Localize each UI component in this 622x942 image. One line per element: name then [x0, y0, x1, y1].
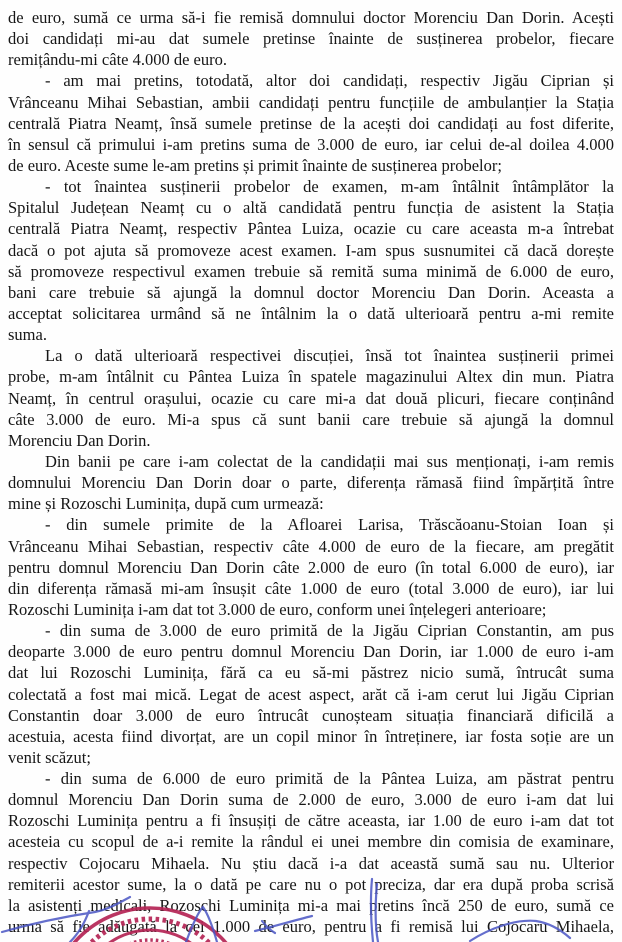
- text-line: centrală Piatra Neamț, respectiv Pântea Luiza, ocazie cu care aceasta m-a întrebat: [8, 219, 614, 239]
- text-line: pentru domnul Morenciu Dan Dorin câte 2.000 de euro (în total 6.000 de euro), iar: [8, 557, 614, 577]
- text-line: de euro. Aceste sume le-am pretins și primit înainte de susținerea probelor;: [8, 155, 502, 175]
- text-line: - am mai pretins, totodată, altor doi candidați, respectiv Jigău Ciprian și: [45, 71, 614, 91]
- text-line: - tot înaintea susținerii probelor de examen, m-am întâlnit întâmplător la: [45, 177, 614, 197]
- text-line: centrală Piatra Neamț, însă sumele pretinse de la acești doi candidați au fost diferite,: [8, 113, 614, 133]
- text-line: la asistenți medicali, Rozoschi Luminița mi-a mai pretins încă 250 de euro, sumă ce: [8, 895, 614, 915]
- text-line: domnului Morenciu Dan Dorin doar o parte, diferența rămasă fiind împărțită între: [8, 473, 614, 493]
- text-line: Neamț, în centrul orașului, ocazie cu care mi-a dat două plicuri, fiecare conținând: [8, 388, 614, 408]
- text-line: mine și Rozoschi Luminița, după cum urmează:: [8, 494, 324, 514]
- text-line: Rozoschi Luminița i-am dat tot 3.000 de euro, conform unei înțelegeri anterioare;: [8, 599, 547, 619]
- text-line: Rozoschi Luminița pentru a fi însușiți de către aceasta, iar 1.00 de euro i-am dat tot: [8, 811, 614, 831]
- text-line: deoparte 3.000 de euro pentru domnul Morenciu Dan Dorin, iar 1.000 de euro i-am: [8, 642, 614, 662]
- text-line: câte 3.000 de euro. Mi-a spus că sunt banii care trebuie să ajungă la domnul: [8, 409, 614, 429]
- text-line: remiterii acestor sume, la o dată pe care nu o pot preciza, dar era după proba scrisă: [8, 874, 614, 894]
- text-line: suma.: [8, 325, 47, 345]
- text-line: doi candidați mi-au dat sumele pretinse înainte de susținerea probelor, fiecare: [8, 29, 614, 49]
- text-line: în sensul că primului i-am pretins suma de 3.000 de euro, iar celui de-al doilea 4.000: [8, 134, 614, 154]
- text-line: dacă o pot ajuta să promoveze acest examen. I-am spus susnumitei că dacă dorește: [8, 240, 614, 260]
- text-line: respectiv Cojocaru Mihaela. Nu știu dacă i-a dat această sumă sau nu. Ulterior: [8, 853, 614, 873]
- text-line: de euro, sumă ce urma să-i fie remisă domnului doctor Morenciu Dan Dorin. Acești: [8, 8, 614, 27]
- text-line: La o dată ulterioară respectivei discuției, însă tot înaintea susținerii primei: [45, 346, 614, 366]
- document-text: [8, 7, 614, 937]
- text-line: Vrânceanu Mihai Sebastian, respectiv câte 4.000 de euro de la fiecare, am pregătit: [8, 536, 614, 556]
- text-line: remițându-mi câte 4.000 de euro.: [8, 50, 228, 70]
- text-line: din diferența rămasă mi-am însușit câte 1.000 de euro (total 3.000 de euro), iar lui: [8, 578, 614, 598]
- text-line: - din sumele primite de la Afloarei Larisa, Trăscăoanu-Stoian Ioan și: [45, 515, 614, 535]
- text-line: venit scăzut;: [8, 747, 91, 767]
- text-line: colectată a fost mai mică. Legat de acest aspect, arăt că i-am cerut lui Jigău Ciprian: [8, 684, 614, 704]
- text-line: bani care trebuie să ajungă la domnul doctor Morenciu Dan Dorin. Aceasta a: [8, 282, 614, 302]
- text-line: Morenciu Dan Dorin.: [8, 430, 151, 450]
- text-line: - din suma de 3.000 de euro primită de la Jigău Ciprian Constantin, am pus: [45, 621, 614, 641]
- text-line: Vrânceanu Mihai Sebastian, ambii candidați pentru funcțiile de ambulanțier la Stația: [8, 92, 614, 112]
- text-line: acceptat solicitarea urmând să ne întâlnim la o dată ulterioară pentru a-mi remite: [8, 303, 614, 323]
- text-line: să promoveze respectivul examen trebuie să remită suma minimă de 6.000 de euro,: [8, 261, 614, 281]
- text-line: acestuia, acesta fiind divorțat, are un copil minor în întreținere, iar fosta soție are un: [8, 726, 614, 746]
- text-line: probe, m-am întâlnit cu Pântea Luiza în spatele magazinului Altex din mun. Piatra: [8, 367, 614, 387]
- text-line: Spitalul Județean Neamț cu o altă candidată pentru funcția de asistent la Stația: [8, 198, 614, 218]
- text-line: Din banii pe care i-am colectat de la candidații mai sus menționați, i-am remis: [45, 451, 614, 471]
- text-line: dat lui Rozoschi Luminița, fără ca eu să-mi păstrez nicio sumă, întrucât suma: [8, 663, 614, 683]
- text-line: urma să fie adăugată la cei 1.000 de euro, pentru a fi remisă lui Cojocaru Mihaela,: [8, 917, 614, 937]
- text-line: acesteia cu scopul de a-i remite la rândul ei unei membre din comisia de examinare,: [8, 832, 614, 852]
- text-line: Constantin doar 3.000 de euro întrucât cunoșteam situația financiară dificilă a: [8, 705, 614, 725]
- text-line: - din suma de 6.000 de euro primită de la Pântea Luiza, am păstrat pentru: [45, 769, 614, 789]
- text-line: domnul Morenciu Dan Dorin suma de 2.000 de euro, 3.000 de euro i-am dat lui: [8, 790, 614, 810]
